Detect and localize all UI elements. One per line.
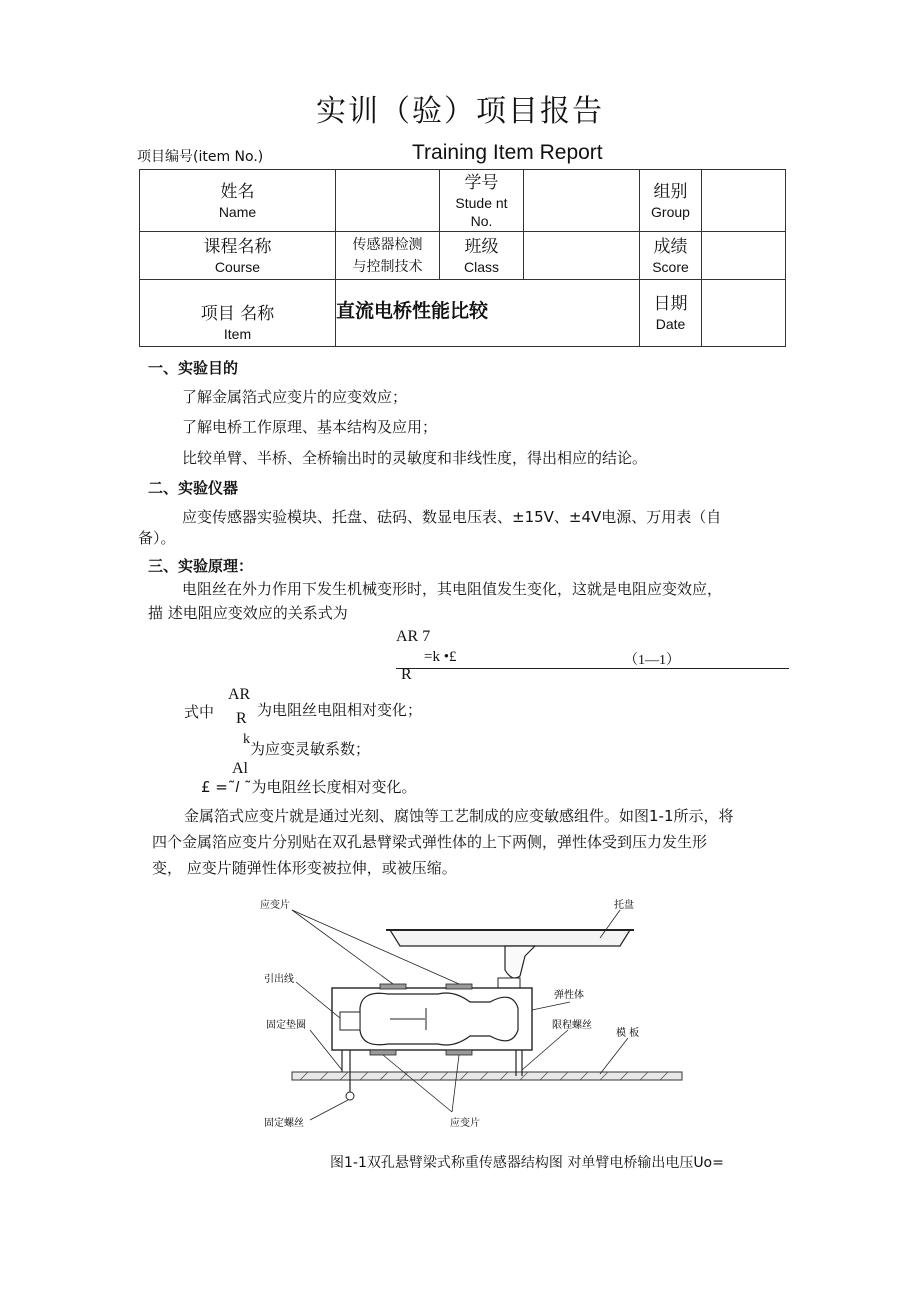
date-value-cell[interactable] [702, 280, 786, 347]
strain-gauge-top-left [380, 984, 406, 989]
date-en: Date [655, 316, 686, 332]
class-header-cell [440, 232, 524, 280]
epsilon-line: £ =˜𝑙 ˜为电阻丝长度相对变化。 [201, 778, 417, 796]
where-label: 式中 [184, 703, 215, 721]
group-cn: 组别 [653, 181, 688, 202]
table-row [140, 280, 786, 347]
s2-line-2: 备）。 [138, 529, 176, 547]
item-cn: 项目 名称 [200, 304, 275, 324]
section-3-heading: 三、实验原理： [148, 557, 254, 575]
score-value-cell[interactable] [702, 232, 786, 280]
item-en: Item [223, 326, 252, 342]
course-value-cell [336, 232, 440, 280]
section-1-heading: 一、实验目的 [148, 359, 239, 377]
body2-line-1: 金属箔式应变片就是通过光刻、腐蚀等工艺制成的应变敏感组件。如图1-1所示，将 [184, 807, 734, 825]
class-en: Class [463, 258, 499, 275]
k-symbol: k [243, 732, 250, 747]
course-value-1: 传感器检测 [352, 236, 423, 253]
student-no-value-cell[interactable] [524, 170, 640, 232]
strain-gauge-top-right [446, 984, 472, 989]
strain-gauge-bottom-left [370, 1050, 396, 1055]
student-no-header-cell [440, 170, 524, 232]
date-cn: 日期 [653, 294, 688, 314]
name-en: Name [218, 203, 257, 220]
section-2-heading: 二、实验仪器 [148, 479, 239, 497]
fixed-screw-head [346, 1092, 354, 1100]
name-cn: 姓名 [220, 181, 255, 202]
s3-line-2: 描 述电阻应变效应的关系式为 [148, 604, 348, 622]
table-row [140, 170, 786, 232]
label-fixed-screw: 固定螺丝 [264, 1118, 304, 1129]
s2-line-1: 应变传感器实验模块、托盘、砝码、数显电压表、±15V、±4V电源、万用表（自 [182, 508, 722, 526]
group-header-cell [640, 170, 702, 232]
s1-line-3: 比较单臂、半桥、全桥输出时的灵敏度和非线性度，得出相应的结论。 [182, 449, 648, 467]
score-cn: 成绩 [653, 236, 688, 257]
item-header-cell [140, 280, 336, 347]
body2-line-3: 变， 应变片随弹性体形变被拉伸，或被压缩。 [152, 859, 457, 877]
formula-eq: =k •£ [424, 649, 457, 665]
formula-number: （1—1） [624, 653, 680, 668]
date-header-cell [640, 280, 702, 347]
course-en: Course [214, 258, 261, 275]
tray [390, 930, 630, 946]
label-template: 模 板 [616, 1028, 640, 1039]
label-limit-screw: 限程螺丝 [552, 1020, 592, 1031]
body2-line-2: 四个金属箔应变片分别贴在双孔悬臂梁式弹性体的上下两侧，弹性体受到压力发生形 [152, 833, 708, 851]
student-no-en-1: Stude nt [455, 194, 508, 211]
report-title-en: Training Item Report [412, 141, 603, 164]
label-tray: 托盘 [614, 900, 634, 911]
score-en: Score [652, 258, 689, 275]
class-cn: 班级 [464, 236, 499, 257]
formula-divider [396, 668, 789, 669]
page-title: 实训（验）项目报告 [316, 94, 604, 129]
group-value-cell[interactable] [702, 170, 786, 232]
formula-denominator: R [401, 666, 412, 683]
group-en: Group [651, 203, 690, 220]
fixed-washer [340, 1012, 360, 1030]
score-header-cell [640, 232, 702, 280]
name-header-cell [140, 170, 336, 232]
twin-hole [360, 993, 518, 1045]
strain-gauge-bottom-right [446, 1050, 472, 1055]
label-strain-bottom: 应变片 [450, 1118, 480, 1129]
label-elastic: 弹性体 [554, 990, 584, 1001]
label-lead: 引出线 [264, 974, 294, 985]
course-cn: 课程名称 [203, 236, 272, 257]
info-table [139, 169, 786, 347]
course-header-cell [140, 232, 336, 280]
tray-support [505, 946, 535, 978]
item-value-cell [336, 280, 640, 347]
formula-numerator: AR 7 [396, 628, 431, 645]
course-value-2: 与控制技术 [352, 258, 423, 275]
al-symbol: Al [232, 760, 248, 777]
support-block [498, 978, 520, 988]
ar-description: 为电阻丝电阻相对变化； [257, 701, 423, 719]
item-no-label: 项目编号(item No.) [137, 149, 264, 165]
s3-line-1: 电阻丝在外力作用下发生机械变形时，其电阻值发生变化，这就是电阻应变效应， [182, 580, 723, 598]
ar-denominator: R [236, 710, 247, 727]
student-no-en-2: No. [470, 212, 493, 229]
ar-numerator: AR [228, 686, 251, 703]
table-row [140, 232, 786, 280]
class-value-cell[interactable] [524, 232, 640, 280]
s1-line-1: 了解金属箔式应变片的应变效应； [182, 388, 408, 406]
label-strain-top: 应变片 [260, 900, 290, 911]
s1-line-2: 了解电桥工作原理、基本结构及应用； [182, 418, 438, 436]
figure-caption: 图1-1双孔悬臂梁式称重传感器结构图 对单臂电桥输出电压Uo= [330, 1155, 724, 1171]
load-cell-diagram [250, 890, 700, 1140]
student-no-cn: 学号 [464, 172, 499, 193]
label-fixed-washer: 固定垫圈 [266, 1020, 306, 1031]
k-description: 为应变灵敏系数； [250, 740, 371, 758]
item-value: 直流电桥性能比较 [336, 299, 489, 322]
name-value-cell[interactable] [336, 170, 440, 232]
